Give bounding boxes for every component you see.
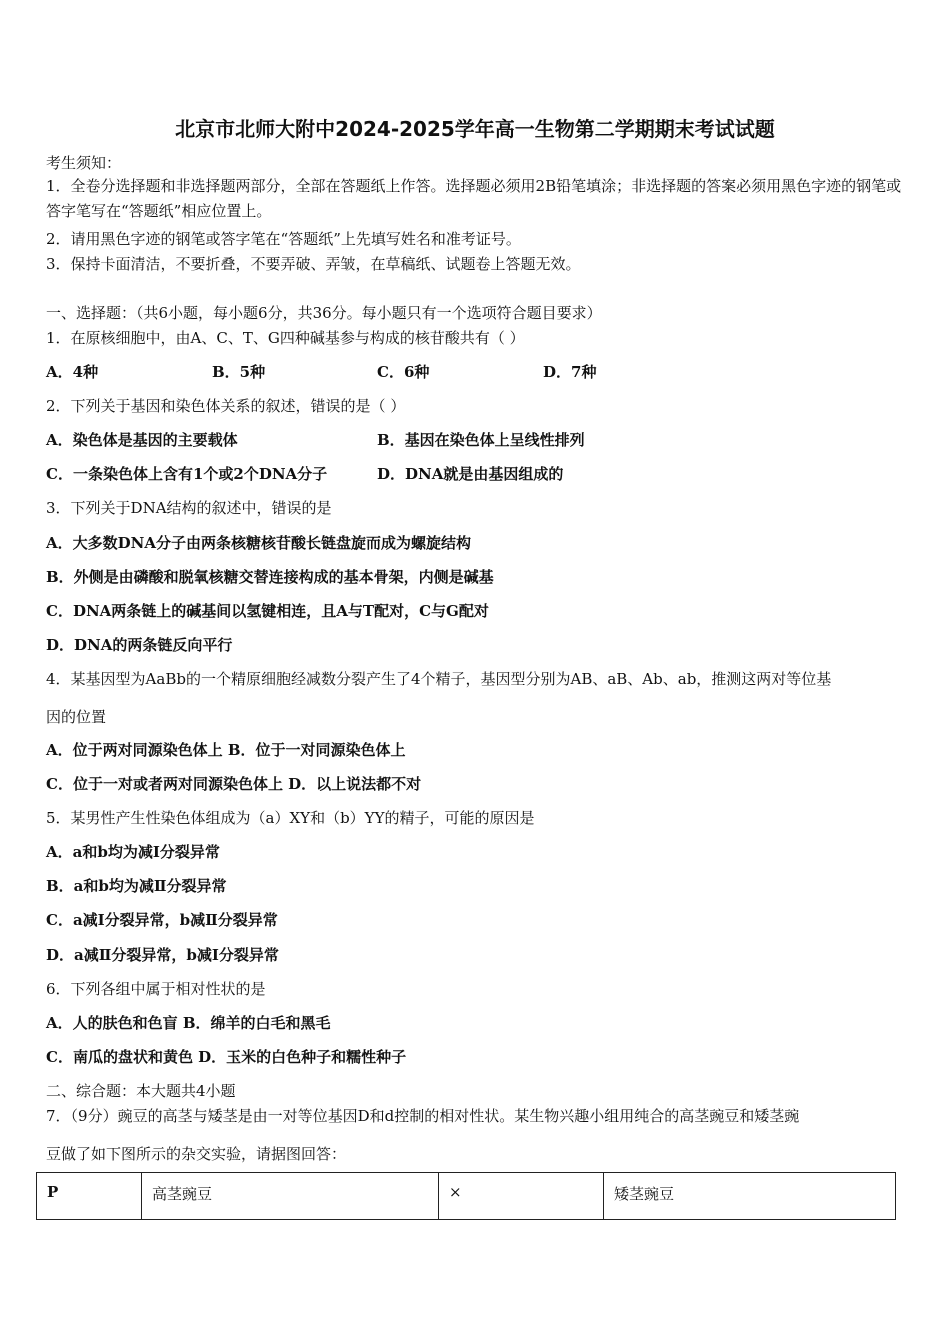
q3-option-a: A．大多数DNA分子由两条核糖核苷酸长链盘旋而成为螺旋结构 [46,534,471,552]
q2-option-a: A．染色体是基因的主要载体 [46,431,238,449]
q2-stem: 2．下列关于基因和染色体关系的叙述，错误的是（ ） [46,397,406,415]
q4-option-cd: C．位于一对或者两对同源染色体上 D．以上说法都不对 [46,775,422,793]
q6-option-cd: C．南瓜的盘状和黄色 D．玉米的白色种子和糯性种子 [46,1048,407,1066]
q7-stem-line-2: 豆做了如下图所示的杂交实验，请据图回答： [46,1145,347,1163]
q5-option-a: A．a和b均为减Ⅰ分裂异常 [46,843,220,861]
q5-option-c: C．a减Ⅰ分裂异常，b减Ⅱ分裂异常 [46,911,278,929]
q5-option-b: B．a和b均为减Ⅱ分裂异常 [46,877,227,895]
q7-stem-line-1: 7．（9分）豌豆的高茎与矮茎是由一对等位基因D和d控制的相对性状。某生物兴趣小组用纯合的高茎豌豆和矮茎豌 [46,1107,800,1125]
table-cell-parent-2: 矮茎豌豆 [604,1173,896,1220]
table-cell-generation: P [37,1173,142,1220]
q4-stem-line-2: 因的位置 [46,708,107,726]
q3-option-c: C．DNA两条链上的碱基间以氢键相连，且A与T配对，C与G配对 [46,602,489,620]
q6-stem: 6．下列各组中属于相对性状的是 [46,980,266,998]
q2-option-d: D．DNA就是由基因组成的 [377,465,564,483]
section-2-heading: 二、综合题：本大题共4小题 [46,1082,236,1100]
q1-stem: 1．在原核细胞中，由A、C、T、G四种碱基参与构成的核苷酸共有（ ） [46,329,525,347]
q6-option-ab: A．人的肤色和色盲 B．绵羊的白毛和黑毛 [46,1014,331,1032]
q5-stem: 5．某男性产生性染色体组成为（a）XY和（b）YY的精子，可能的原因是 [46,809,535,827]
section-1-heading: 一、选择题：（共6小题，每小题6分，共36分。每小题只有一个选项符合题目要求） [46,304,602,322]
q1-option-b: B．5种 [212,363,266,381]
notice-item-3: 3．保持卡面清洁，不要折叠，不要弄破、弄皱，在草稿纸、试题卷上答题无效。 [46,255,581,273]
q2-option-b: B．基因在染色体上呈线性排列 [377,431,585,449]
q3-stem: 3．下列关于DNA结构的叙述中，错误的是 [46,499,332,517]
table-cell-cross-symbol: × [439,1173,604,1220]
q1-option-d: D．7种 [543,363,597,381]
q4-stem-line-1: 4．某基因型为AaBb的一个精原细胞经减数分裂产生了4个精子，基因型分别为AB、aB、Ab、ab，推测这两对等位基 [46,670,832,688]
table-row [37,1173,896,1220]
cross-table [36,1172,896,1220]
notice-heading: 考生须知： [46,154,122,172]
notice-item-2: 2．请用黑色字迹的钢笔或答字笔在“答题纸”上先填写姓名和准考证号。 [46,230,521,248]
q2-option-c: C．一条染色体上含有1个或2个DNA分子 [46,465,328,483]
page-title: 北京市北师大附中2024-2025学年高一生物第二学期期末考试试题 [175,117,775,141]
q5-option-d: D．a减Ⅱ分裂异常，b减Ⅰ分裂异常 [46,946,279,964]
table-cell-parent-1: 高茎豌豆 [142,1173,439,1220]
notice-item-1: 1．全卷分选择题和非选择题两部分，全部在答题纸上作答。选择题必须用2B铅笔填涂；非选择题的答案必须用黑色字迹的钢笔或答字笔写在“答题纸”相应位置上。 [46,177,902,220]
q1-option-a: A．4种 [46,363,99,381]
q3-option-b: B．外侧是由磷酸和脱氧核糖交替连接构成的基本骨架，内侧是碱基 [46,568,494,586]
q1-option-c: C．6种 [377,363,430,381]
q3-option-d: D．DNA的两条链反向平行 [46,636,233,654]
q4-option-ab: A．位于两对同源染色体上 B．位于一对同源染色体上 [46,741,406,759]
